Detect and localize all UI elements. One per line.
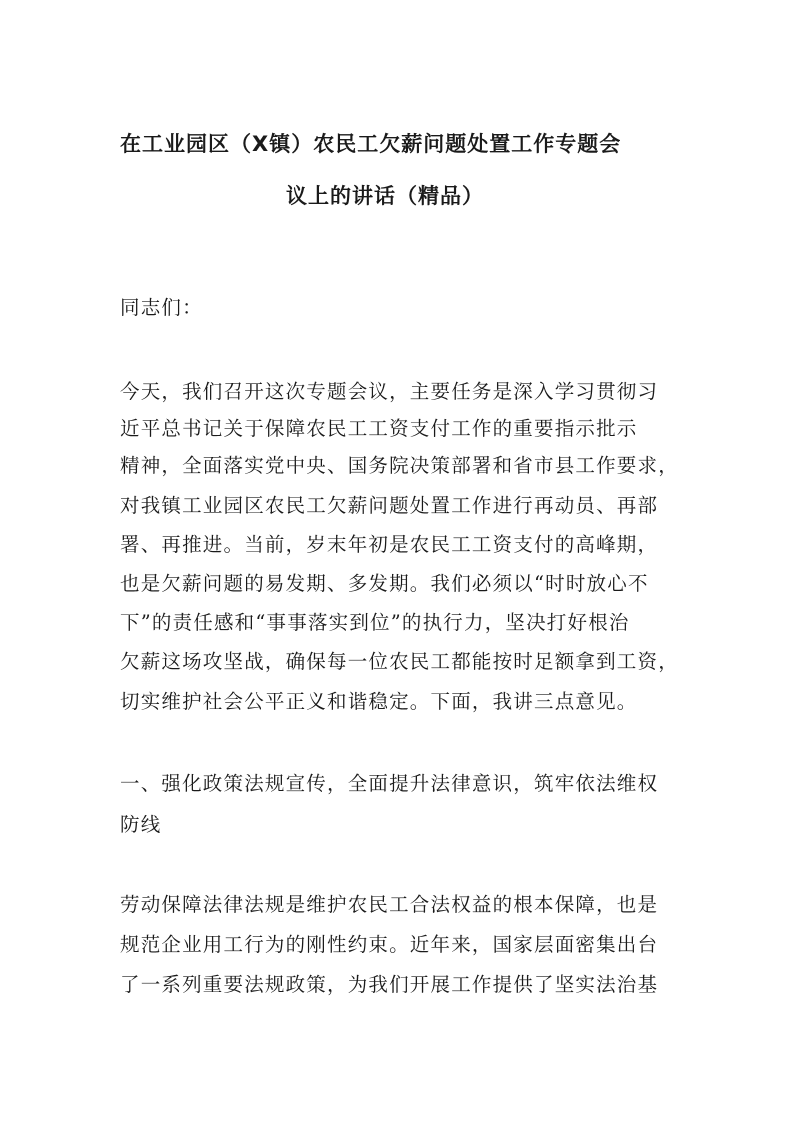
section-heading-line: 防线: [120, 813, 162, 836]
paragraph-2-line: 劳动保障法律法规是维护农民工合法权益的根本保障，也是: [120, 893, 659, 916]
paragraph-1-line: 署、再推进。当前，岁末年初是农民工工资支付的高峰期，: [120, 533, 659, 556]
paragraph-1-line: 精神，全面落实党中央、国务院决策部署和省市县工作要求，: [120, 454, 679, 477]
paragraph-1-line: 近平总书记关于保障农民工工资支付工作的重要指示批示: [120, 417, 638, 440]
document-title-line-1: 在工业园区（X镇）农民工欠薪问题处置工作专题会: [120, 132, 622, 156]
paragraph-1-line: 切实维护社会公平正义和谐稳定。下面，我讲三点意见。: [120, 690, 638, 713]
paragraph-2-line: 规范企业用工行为的刚性约束。近年来，国家层面密集出台: [120, 933, 659, 956]
section-heading-line: 一、强化政策法规宣传，全面提升法律意识，筑牢依法维权: [120, 772, 659, 795]
paragraph-1-line: 对我镇工业园区农民工欠薪问题处置工作进行再动员、再部: [120, 494, 659, 517]
paragraph-1-line: 今天，我们召开这次专题会议，主要任务是深入学习贯彻习: [120, 380, 659, 403]
paragraph-1-line: 下”的责任感和“事事落实到位”的执行力，坚决打好根治: [120, 611, 630, 634]
paragraph-1-line: 欠薪这场攻坚战，确保每一位农民工都能按时足额拿到工资，: [120, 650, 679, 673]
paragraph-2-line: 了一系列重要法规政策，为我们开展工作提供了坚实法治基: [120, 973, 659, 996]
greeting: 同志们：: [120, 296, 203, 319]
document-title-line-2: 议上的讲话（精品）: [286, 184, 484, 208]
paragraph-1-line: 也是欠薪问题的易发期、多发期。我们必须以“时时放心不: [120, 572, 649, 595]
